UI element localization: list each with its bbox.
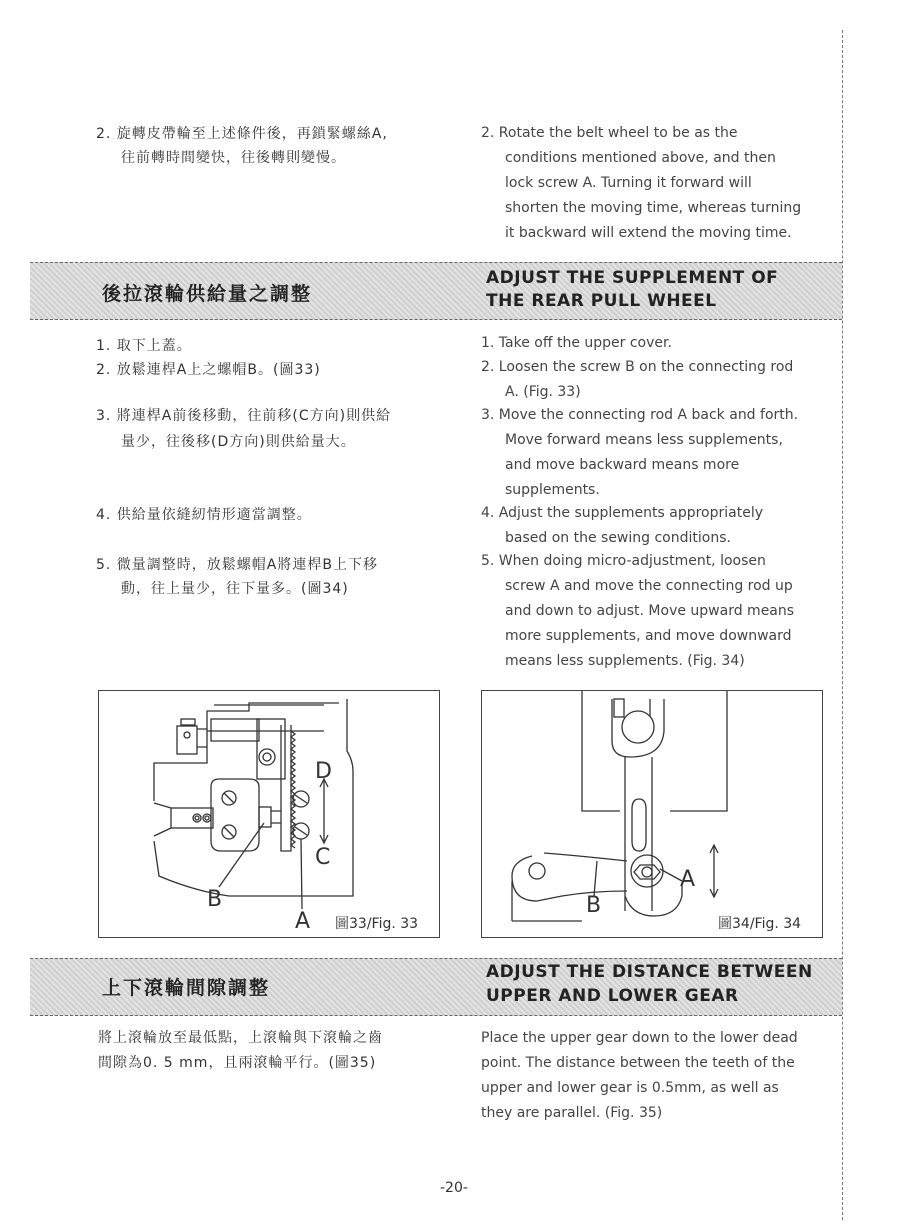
section2-title-zh: 上下滾輪間隙調整 xyxy=(102,977,271,999)
figure-33-drawing xyxy=(99,691,441,939)
section1-title-en-2: THE REAR PULL WHEEL xyxy=(486,291,717,311)
s1-en-line-1: 1. Take off the upper cover. xyxy=(481,335,672,351)
top-zh-line-2: 往前轉時間變快，往後轉則變慢。 xyxy=(121,150,346,166)
s2-en-line-2: point. The distance between the teeth of the xyxy=(481,1055,795,1071)
fig33-label-c: C xyxy=(315,845,331,870)
s1-zh-step-3b: 量少，往後移(D方向)則供給量大。 xyxy=(121,434,356,450)
s1-en-line-13: more supplements, and move downward xyxy=(505,628,792,644)
s1-en-line-2: 2. Loosen the screw B on the connecting rod xyxy=(481,359,794,375)
top-en-line-3: lock screw A. Turning it forward will xyxy=(505,175,752,191)
s1-zh-step-5a: 5. 微量調整時，放鬆螺帽A將連桿B上下移 xyxy=(96,557,378,573)
s1-en-line-12: and down to adjust. Move upward means xyxy=(505,603,795,619)
figure-33 xyxy=(98,690,440,938)
s1-en-line-9: based on the sewing conditions. xyxy=(505,530,731,546)
top-en-line-1: 2. Rotate the belt wheel to be as the xyxy=(481,125,738,141)
page-number: -20- xyxy=(440,1180,468,1196)
figure-34 xyxy=(481,690,823,938)
s2-en-line-4: they are parallel. (Fig. 35) xyxy=(481,1105,663,1121)
s2-zh-line-1: 將上滾輪放至最低點，上滾輪與下滾輪之齒 xyxy=(98,1030,383,1046)
section1-header xyxy=(30,262,842,320)
s1-zh-step-2: 2. 放鬆連桿A上之螺帽B。(圖33) xyxy=(96,362,321,378)
s1-en-line-8: 4. Adjust the supplements appropriately xyxy=(481,505,764,521)
figure-34-caption: 圖34/Fig. 34 xyxy=(718,916,802,932)
section2-title-en-2: UPPER AND LOWER GEAR xyxy=(486,986,739,1006)
fig34-label-b: B xyxy=(586,893,602,918)
s1-zh-step-5b: 動，往上量少，往下量多。(圖34) xyxy=(121,581,349,597)
s2-zh-line-2: 間隙為0. 5 mm，且兩滾輪平行。(圖35) xyxy=(98,1055,377,1071)
top-zh-line-1: 2. 旋轉皮帶輪至上述條件後，再鎖緊螺絲A, xyxy=(96,126,388,142)
s1-zh-step-4: 4. 供給量依縫紉情形適當調整。 xyxy=(96,507,312,523)
s1-zh-step-1: 1. 取下上蓋。 xyxy=(96,338,192,354)
s1-en-line-10: 5. When doing micro-adjustment, loosen xyxy=(481,553,766,569)
s1-en-line-7: supplements. xyxy=(505,482,600,498)
s1-zh-step-3a: 3. 將連桿A前後移動，往前移(C方向)則供給 xyxy=(96,408,392,424)
section2-title-en-1: ADJUST THE DISTANCE BETWEEN xyxy=(486,962,813,982)
s1-en-line-3: A. (Fig. 33) xyxy=(505,384,581,400)
s1-en-line-4: 3. Move the connecting rod A back and forth. xyxy=(481,407,799,423)
s1-en-line-11: screw A and move the connecting rod up xyxy=(505,578,793,594)
fig33-label-a: A xyxy=(295,909,311,934)
top-en-line-2: conditions mentioned above, and then xyxy=(505,150,776,166)
fig33-label-b: B xyxy=(207,887,223,912)
top-en-line-5: it backward will extend the moving time. xyxy=(505,225,792,241)
fig33-label-d: D xyxy=(315,759,332,784)
section1-title-en-1: ADJUST THE SUPPLEMENT OF xyxy=(486,268,779,288)
s1-en-line-14: means less supplements. (Fig. 34) xyxy=(505,653,745,669)
section1-title-zh: 後拉滾輪供給量之調整 xyxy=(102,283,313,305)
figure-34-drawing xyxy=(482,691,824,939)
s1-en-line-6: and move backward means more xyxy=(505,457,740,473)
page-edge-line xyxy=(842,30,843,1220)
top-en-line-4: shorten the moving time, whereas turning xyxy=(505,200,802,216)
s2-en-line-1: Place the upper gear down to the lower dead xyxy=(481,1030,798,1046)
fig34-label-a: A xyxy=(680,867,696,892)
s2-en-line-3: upper and lower gear is 0.5mm, as well as xyxy=(481,1080,779,1096)
figure-33-caption: 圖33/Fig. 33 xyxy=(335,916,419,932)
section2-header xyxy=(30,958,842,1016)
s1-en-line-5: Move forward means less supplements, xyxy=(505,432,783,448)
